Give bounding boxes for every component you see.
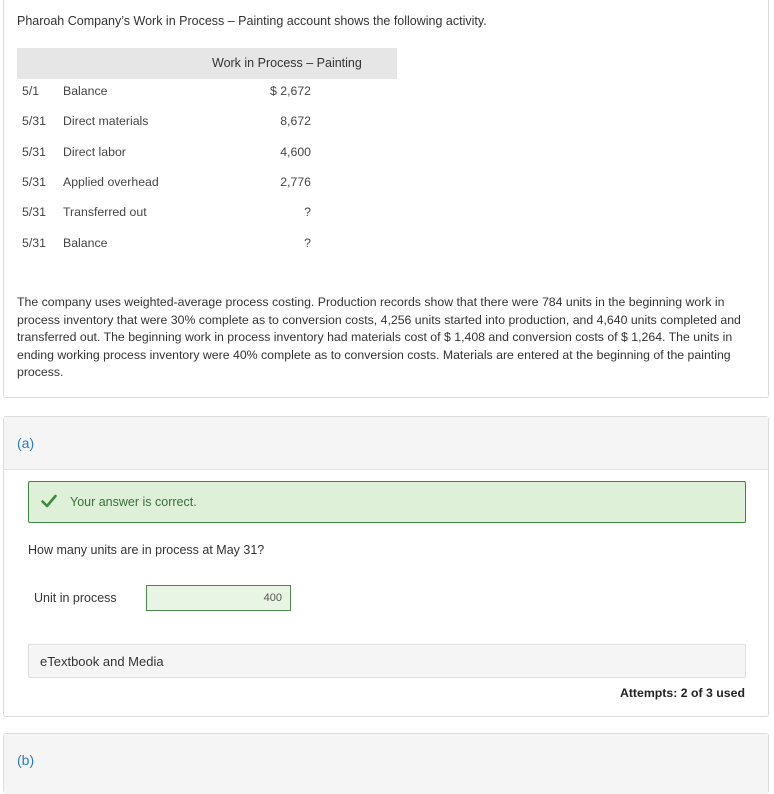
row-label: Transferred out (63, 205, 147, 219)
row-date: 5/1 (22, 84, 40, 98)
t-account-row (17, 84, 397, 104)
checkmark-icon (41, 494, 57, 508)
row-date: 5/31 (22, 175, 46, 189)
row-value: 2,776 (280, 175, 311, 189)
part-a-card (3, 416, 769, 717)
row-value: $ 2,672 (269, 84, 311, 98)
unit-in-process-input[interactable] (146, 585, 291, 611)
attempts-counter: Attempts: 2 of 3 used (619, 686, 745, 700)
t-account-row (17, 175, 397, 195)
part-a-label: (a) (17, 435, 35, 451)
t-account-row (17, 236, 397, 256)
question-text: How many units are in process at May 31? (28, 543, 265, 557)
t-account-title: Work in Process – Painting (212, 56, 362, 70)
row-value: 4,600 (280, 145, 311, 159)
row-value: ? (304, 236, 311, 250)
row-value: ? (304, 205, 311, 219)
t-account-row (17, 145, 397, 165)
row-value: 8,672 (280, 114, 311, 128)
intro-text: Pharoah Company’s Work in Process – Painting account shows the following activity. (17, 14, 487, 28)
feedback-text: Your answer is correct. (70, 495, 197, 509)
row-date: 5/31 (22, 114, 46, 128)
part-b-header[interactable] (4, 734, 768, 794)
part-b-label: (b) (17, 752, 35, 768)
problem-card (3, 0, 769, 398)
t-account-row (17, 205, 397, 225)
etextbook-media-label: eTextbook and Media (40, 654, 164, 669)
row-label: Direct labor (63, 145, 126, 159)
row-label: Balance (63, 84, 108, 98)
feedback-banner (28, 481, 746, 523)
part-a-header[interactable] (4, 417, 768, 470)
row-label: Applied overhead (63, 175, 159, 189)
t-account-row (17, 114, 397, 134)
unit-in-process-label: Unit in process (34, 591, 117, 605)
row-date: 5/31 (22, 145, 46, 159)
row-date: 5/31 (22, 205, 46, 219)
part-b-card (3, 733, 769, 793)
t-account-header (17, 48, 397, 79)
row-label: Direct materials (63, 114, 149, 128)
etextbook-media-button[interactable] (28, 644, 746, 678)
problem-paragraph: The company uses weighted-average process costing. Production records show that there were 784 units in the beginning work in process inventory that were 30% complete as to conversion costs, 4,256 units started into production, and 4,640 units completed and transferred out. The beginning work in process inventory had materials cost of $ 1,408 and conversion costs of $ 1,264. The units in ending working process inventory were 40% complete as to conversion costs. Materials are entered at the beginning of the painting process. (17, 295, 741, 379)
row-label: Balance (63, 236, 108, 250)
row-date: 5/31 (22, 236, 46, 250)
